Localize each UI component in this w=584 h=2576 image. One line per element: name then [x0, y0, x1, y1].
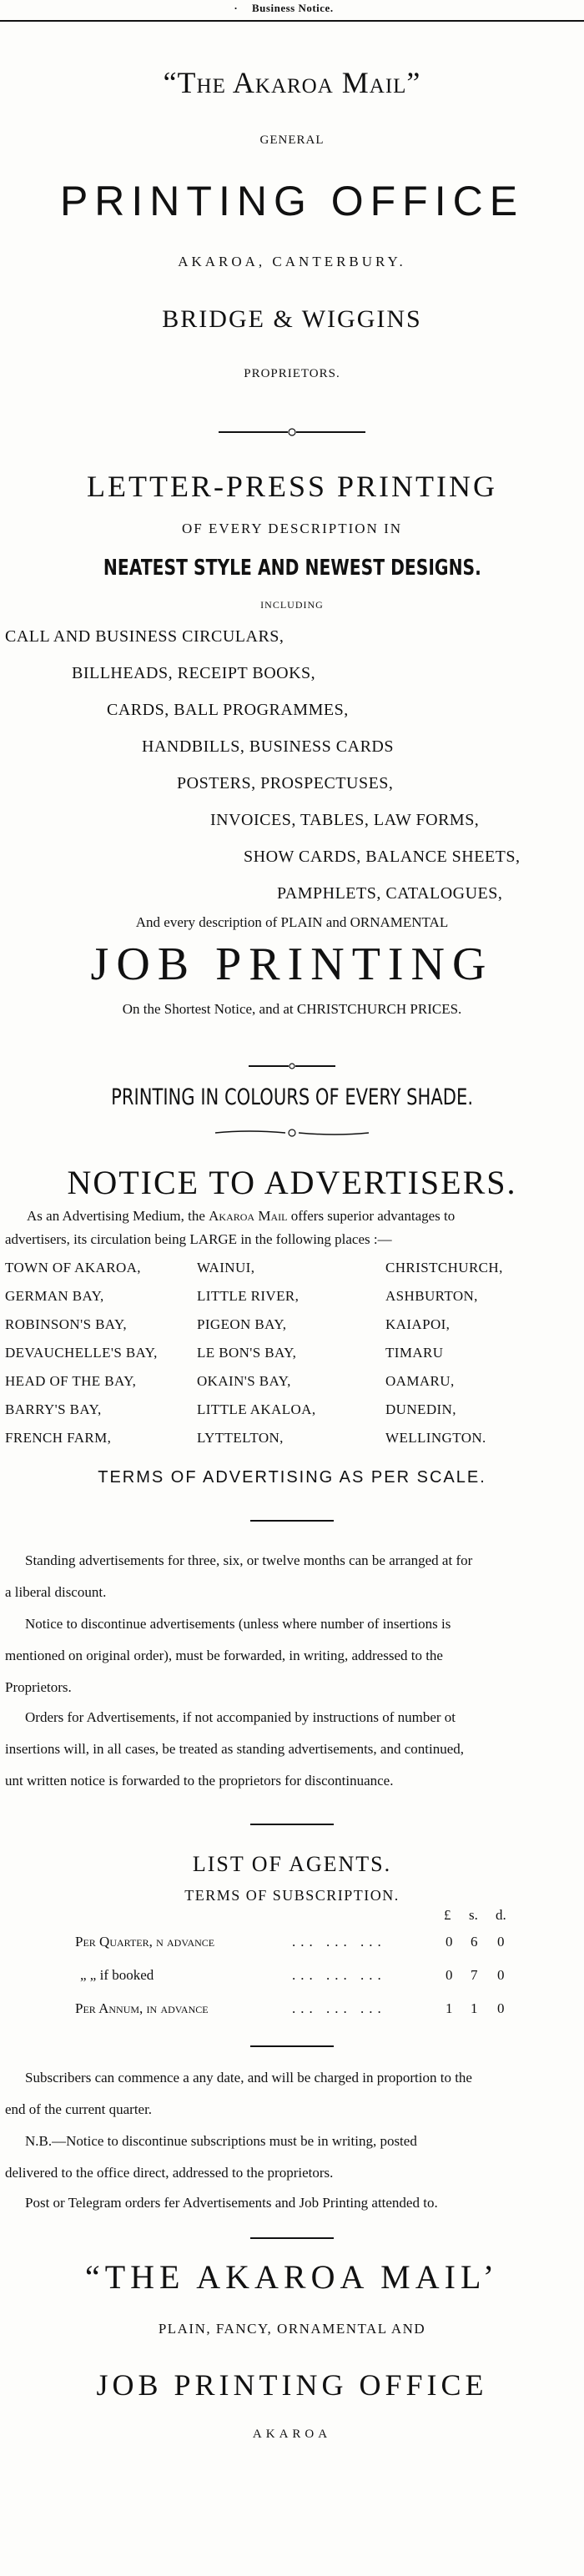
town: LYTTELTON,: [197, 1430, 284, 1446]
short-rule: [250, 1824, 334, 1825]
post-telegram-line: Post or Telegram orders fer Advertisements and Job Printing attended to.: [25, 2195, 438, 2211]
job-printing-title: JOB PRINTING: [90, 938, 494, 990]
masthead-title: “The Akaroa Mail”: [163, 66, 421, 99]
town: ASHBURTON,: [385, 1288, 478, 1304]
town: HEAD OF THE BAY,: [5, 1373, 137, 1389]
ornament-rule: [249, 1061, 335, 1071]
list-item: SHOW CARDS, BALANCE SHEETS,: [244, 848, 521, 866]
printing-office-title: PRINTING OFFICE: [59, 178, 525, 224]
list-item: BILLHEADS, RECEIPT BOOKS,: [72, 664, 316, 682]
town: FRENCH FARM,: [5, 1430, 112, 1446]
list-item: PAMPHLETS, CATALOGUES,: [277, 884, 503, 903]
proprietors-label: PROPRIETORS.: [244, 367, 340, 380]
rate-header: £ s. d.: [444, 1907, 506, 1923]
list-item: HANDBILLS, BUSINESS CARDS: [142, 737, 394, 756]
list-item: CALL AND BUSINESS CIRCULARS,: [5, 627, 284, 646]
rate-row: Per Quarter, n advance ... ... ... 0 6 0: [75, 1934, 505, 1950]
town: OAMARU,: [385, 1373, 455, 1389]
of-every-line: OF EVERY DESCRIPTION IN: [181, 521, 403, 536]
subscribers-paragraph: Subscribers can commence a any date, and will be charged in proportion to the end of the current quarter.: [5, 2070, 472, 2117]
agents-title: LIST OF AGENTS.: [192, 1852, 392, 1876]
town: DEVAUCHELLE'S BAY,: [5, 1345, 158, 1361]
nb-paragraph: N.B.—Notice to discontinue subscriptions must be in writing, posted delivered to the office direct, addressed to the proprietors.: [5, 2133, 417, 2181]
town: LITTLE RIVER,: [197, 1288, 300, 1304]
town: WELLINGTON.: [385, 1430, 486, 1446]
advertisers-intro: As an Advertising Medium, the Akaroa Mail offers superior advantages to: [27, 1208, 456, 1224]
ornament-rule: [219, 427, 365, 437]
short-rule: [250, 1520, 334, 1522]
list-item: CARDS, BALL PROGRAMMES,: [107, 701, 349, 719]
every-description-line: And every description of PLAIN and ORNAMENTAL: [135, 914, 449, 930]
ornament-rule: [215, 1128, 369, 1138]
location-line: AKAROA, CANTERBURY.: [178, 254, 406, 269]
town: CHRISTCHURCH,: [385, 1260, 503, 1275]
town: ROBINSON'S BAY,: [5, 1316, 128, 1332]
plain-fancy-line: PLAIN, FANCY, ORNAMENTAL AND: [158, 2321, 426, 2337]
letterpress-title: LETTER-PRESS PRINTING: [86, 470, 497, 503]
advertisers-title: NOTICE TO ADVERTISERS.: [67, 1164, 517, 1201]
town: PIGEON BAY,: [197, 1316, 287, 1332]
short-rule: [250, 2237, 334, 2239]
list-item: POSTERS, PROSPECTUSES,: [177, 774, 394, 792]
orders-paragraph: Orders for Advertisements, if not accompanied by instructions of number ot insertions will, in all cases, be treated as standing advertisements, and continued, unt written notice is forwarded to the proprietors for discontinuance.: [5, 1709, 464, 1789]
town: OKAIN'S BAY,: [197, 1373, 291, 1389]
firm-name: BRIDGE & WIGGINS: [162, 305, 422, 333]
section-header: [0, 0, 584, 18]
town: TIMARU: [385, 1345, 444, 1361]
job-printing-office-title: JOB PRINTING OFFICE: [96, 2368, 488, 2402]
header-rule: [0, 20, 584, 22]
town: DUNEDIN,: [385, 1401, 456, 1417]
akaroa-footer: AKAROA: [252, 2428, 332, 2441]
footer-masthead: “THE AKAROA MAIL’: [84, 2258, 500, 2296]
town: LITTLE AKALOA,: [197, 1401, 316, 1417]
town: WAINUI,: [197, 1260, 255, 1275]
short-rule: [250, 2045, 334, 2047]
rate-row: „ „ if booked ... ... ... 0 7 0: [80, 1967, 505, 1983]
header-bullet: ·: [234, 2, 238, 14]
list-item: INVOICES, TABLES, LAW FORMS,: [210, 811, 480, 829]
colours-line: PRINTING IN COLOURS OF EVERY SHADE.: [111, 1084, 473, 1110]
section-title: Business Notice.: [252, 2, 334, 14]
town: LE BON'S BAY,: [197, 1345, 297, 1361]
standing-ads-paragraph: Standing advertisements for three, six, or twelve months can be arranged at for a liberal discount.: [5, 1552, 473, 1600]
town: GERMAN BAY,: [5, 1288, 104, 1304]
including-label: INCLUDING: [260, 599, 324, 611]
rate-row: Per Annum, in advance ... ... ... 1 1 0: [75, 2000, 505, 2016]
advertisers-intro-line2: advertisers, its circulation being LARGE in the following places :—: [5, 1231, 392, 1247]
general-label: GENERAL: [259, 133, 325, 147]
town: KAIAPOI,: [385, 1316, 451, 1332]
terms-advertising-line: TERMS OF ADVERTISING AS PER SCALE.: [98, 1468, 486, 1487]
shortest-notice-line: On the Shortest Notice, and at CHRISTCHURCH PRICES.: [122, 1001, 462, 1017]
discontinue-paragraph: Notice to discontinue advertisements (unless where number of insertions is mentioned on original order), must be forwarded, in writing, addressed to the Proprietors.: [5, 1616, 451, 1695]
town: TOWN OF AKAROA,: [5, 1260, 141, 1275]
neatest-line: NEATEST STYLE AND NEWEST DESIGNS.: [103, 556, 481, 581]
subscription-title: TERMS OF SUBSCRIPTION.: [184, 1887, 400, 1904]
town: BARRY'S BAY,: [5, 1401, 102, 1417]
